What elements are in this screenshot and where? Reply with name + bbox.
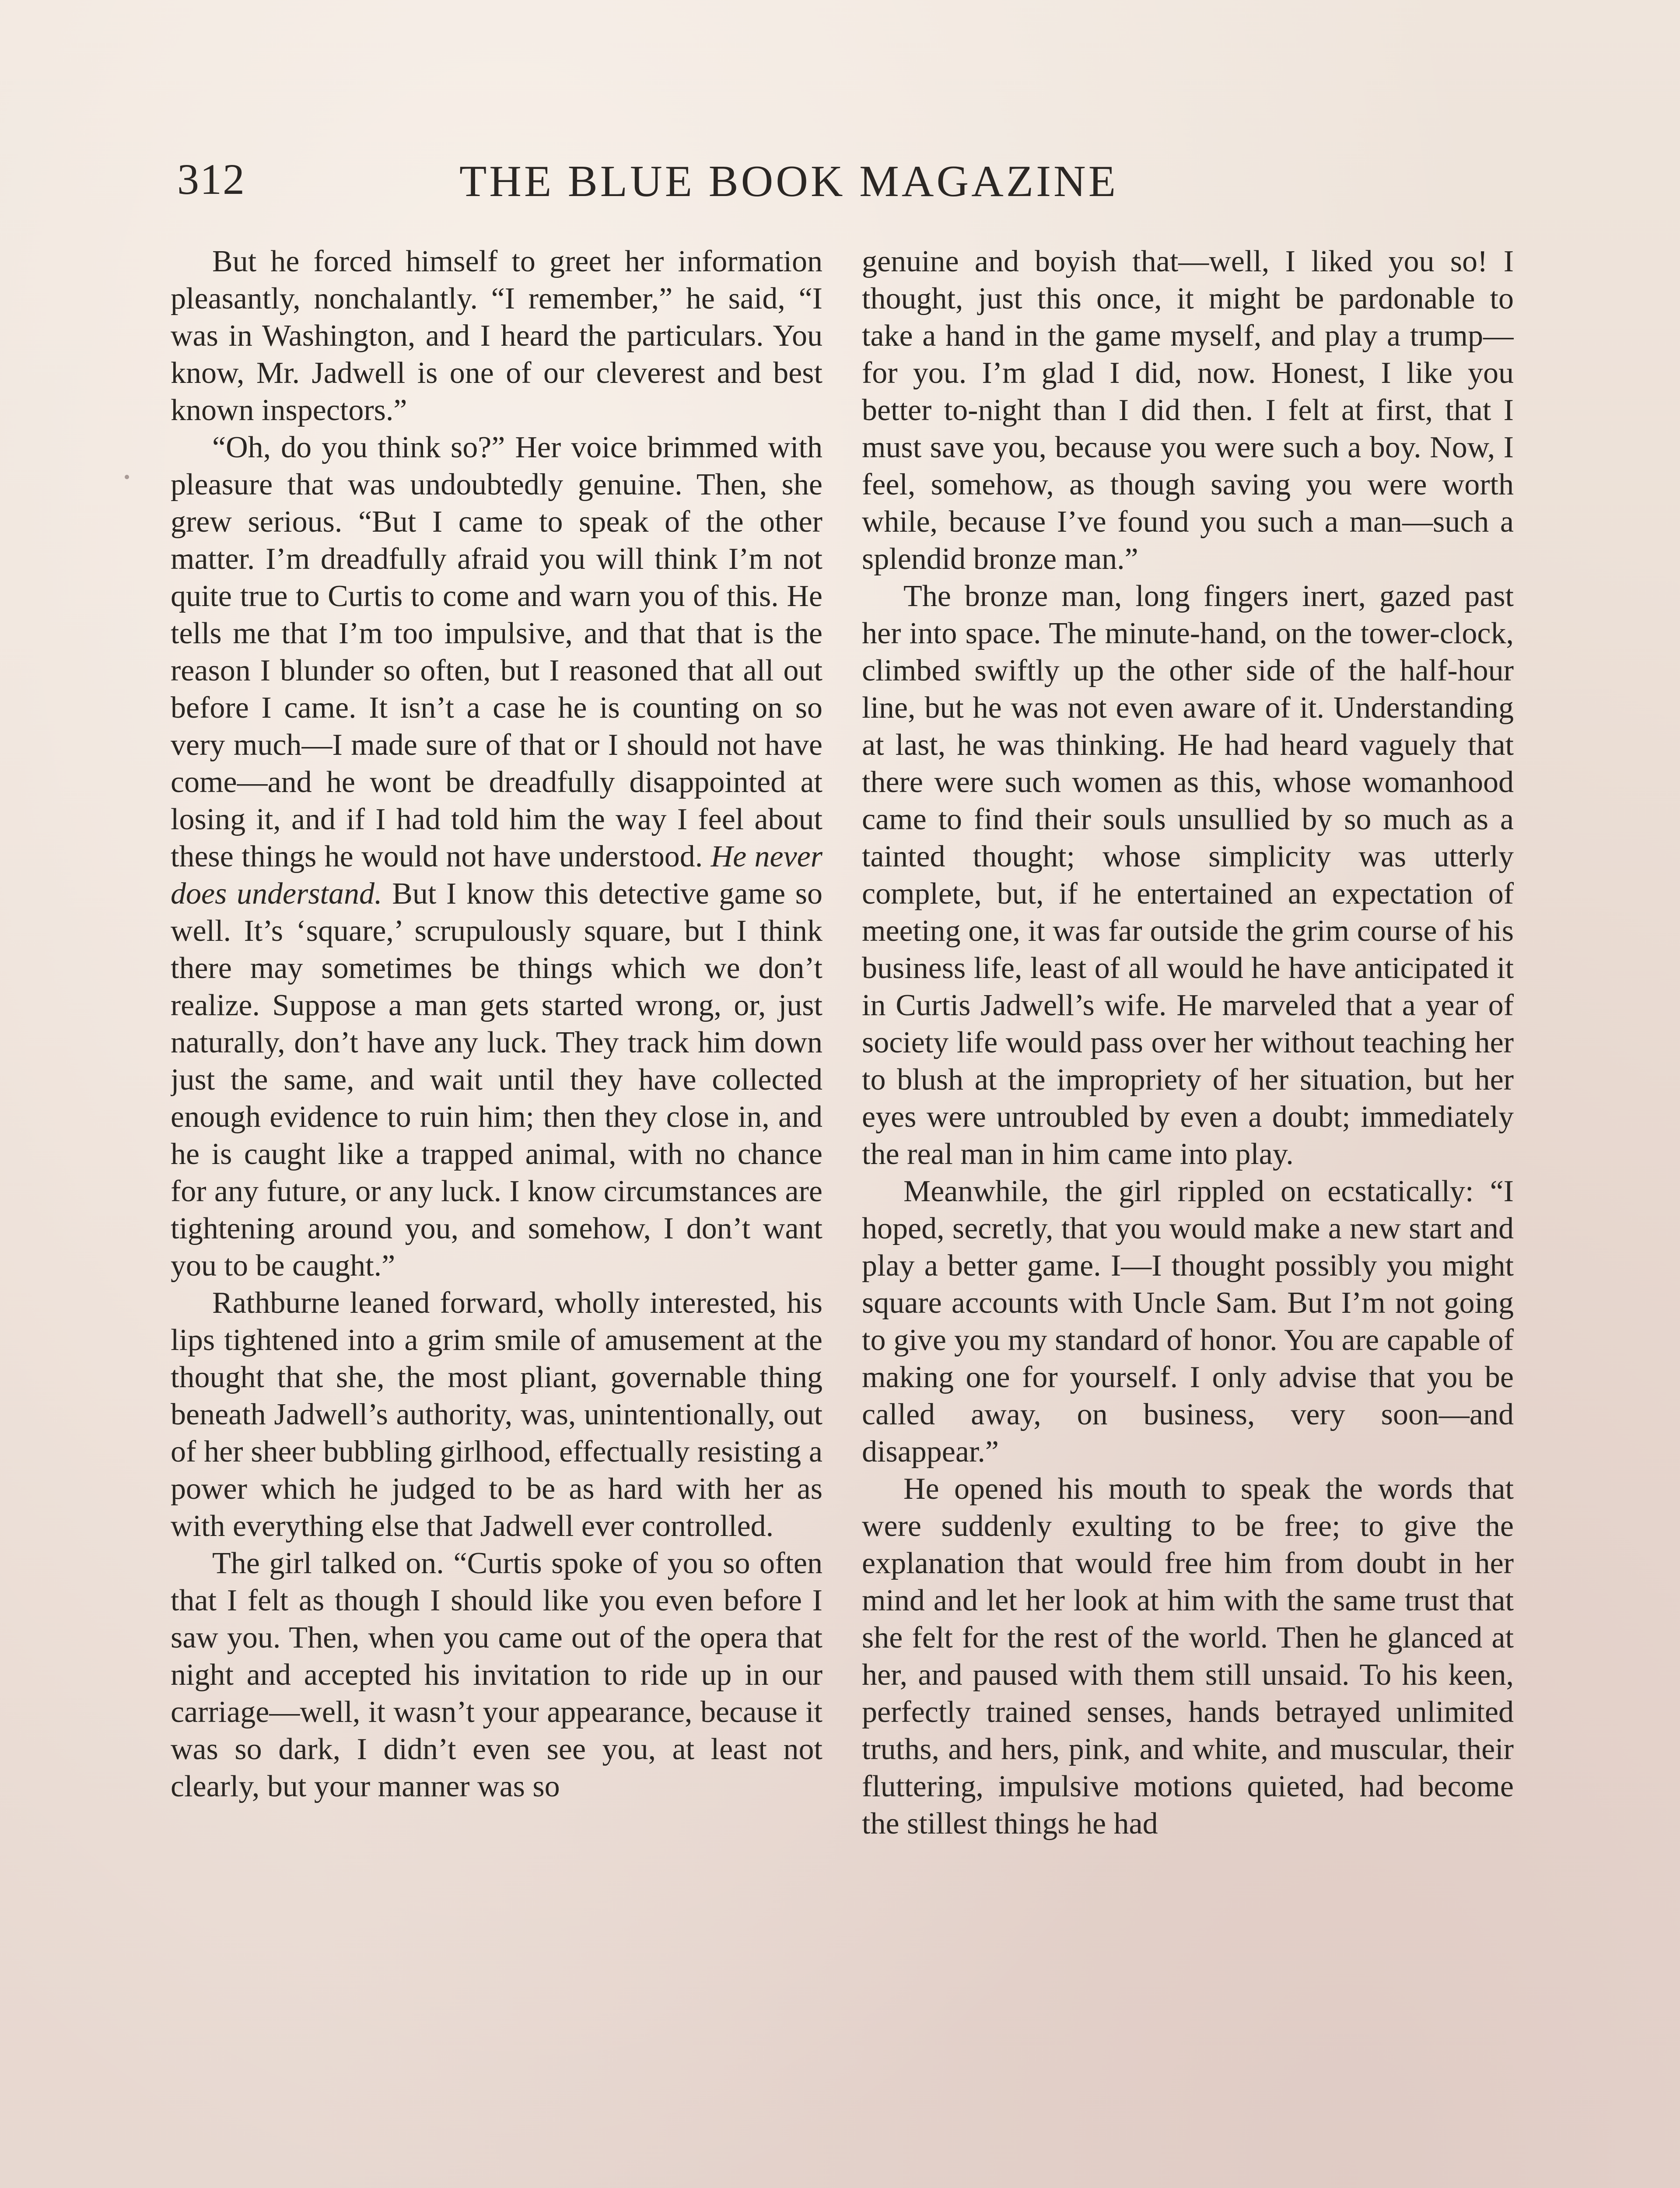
italic-phrase: He never does understand. [171,840,822,911]
paragraph: The girl talked on. “Curtis spoke of you so often that I felt as though I should like you even before I saw you. Then, when you came out of the opera that night and accepted his invitation to ride up in our carriage—well, it wasn’t your appearance, because it was so dark, I didn’t even see you, at least not clearly, but your manner was so [171,1546,822,1803]
paragraph-text-continued: But I know this detective game so well. It’s ‘square,’ scrupulously square, but I think there may sometimes be things which we don’t realize. Suppose a man gets started wrong, or, just naturally, don’t have any luck. They track him down just the same, and wait until they have collected enough evidence to ruin him; then they close in, and he is caught like a trapped animal, with no chance for any future, or any luck. I know circumstances are tightening around you, and somehow, I don’t want you to be caught.” [171,877,822,1283]
paragraph: Meanwhile, the girl rippled on ecstatically: “I hoped, secretly, that you would make a new start and play a better game. I—I thought possibly you might square accounts with Uncle Sam. But I’m not going to give you my standard of honor. You are capable of making one for yourself. I only advise that you be called away, on business, very soon—and disappear.” [862,1175,1514,1469]
paragraph: The bronze man, long fingers inert, gazed past her into space. The minute-hand, on the tower-clock, climbed swiftly up the other side of the half-hour line, but he was not even aware of it. Understanding at last, he was thinking. He had heard vaguely that there were such women as this, whose womanhood came to find their souls unsullied by so much as a tainted thought; whose simplicity was utterly complete, but, if he entertained an expectation of meeting one, it was far outside the grim course of his business life, least of all would he have anticipated it in Curtis Jadwell’s wife. He marveled that a year of society life would pass over her without teaching her to blush at the impropriety of her situation, but her eyes were untroubled by even a doubt; immediately the real man in him came into play. [862,579,1514,1171]
paragraph-continued: genuine and boyish that—well, I liked you so! I thought, just this once, it might be pardonable to take a hand in the game myself, and play a trump—for you. I’m glad I did, now. Honest, I like you better to-night than I did then. I felt at first, that I must save you, because you were such a boy. Now, I feel, somehow, as though saving you were worth while, because I’ve found you such a man—such a splendid bronze man.” [862,245,1514,576]
right-text-column [862,243,1514,2188]
page-number: 312 [177,155,245,203]
running-title: THE BLUE BOOK MAGAZINE [459,157,1119,206]
paragraph-text: “Oh, do you think so?” Her voice brimmed with pleasure that was undoubtedly genuine. Then, she grew serious. “But I came to speak of the other matter. I’m dreadfully afraid you will think I’m not quite true to Curtis to come and warn you of this. He tells me that I’m too impulsive, and that that is the reason I blunder so often, but I reasoned that all out before I came. It isn’t a case he is counting on so very much—I made sure of that or I should not have come—and he wont be dreadfully disappointed at losing it, and if I had told him the way I feel about these things he would not have understood. [171,431,822,873]
paragraph: Rathburne leaned forward, wholly interested, his lips tightened into a grim smile of amusement at the thought that she, the most pliant, governable thing beneath Jadwell’s authority, was, unintentionally, out of her sheer bubbling girlhood, effectually resisting a power which he judged to be as hard with her as with everything else that Jadwell ever controlled. [171,1286,822,1543]
paper-speck [125,475,129,479]
paragraph [171,429,822,1284]
paragraph: He opened his mouth to speak the words that were suddenly exulting to be free; to give the explanation that would free him from doubt in her mind and let her look at him with the same trust that she felt for the rest of the world. Then he glanced at her, and paused with them still unsaid. To his keen, perfectly trained senses, hands betrayed unlimited truths, and hers, pink, and white, and muscular, their fluttering, impulsive motions quieted, had become the stillest things he had [862,1472,1514,1841]
paragraph: But he forced himself to greet her information pleasantly, nonchalantly. “I remember,” he said, “I was in Washington, and I heard the particulars. You know, Mr. Jadwell is one of our cleverest and best known inspectors.” [171,245,822,427]
left-text-column [171,243,822,2188]
